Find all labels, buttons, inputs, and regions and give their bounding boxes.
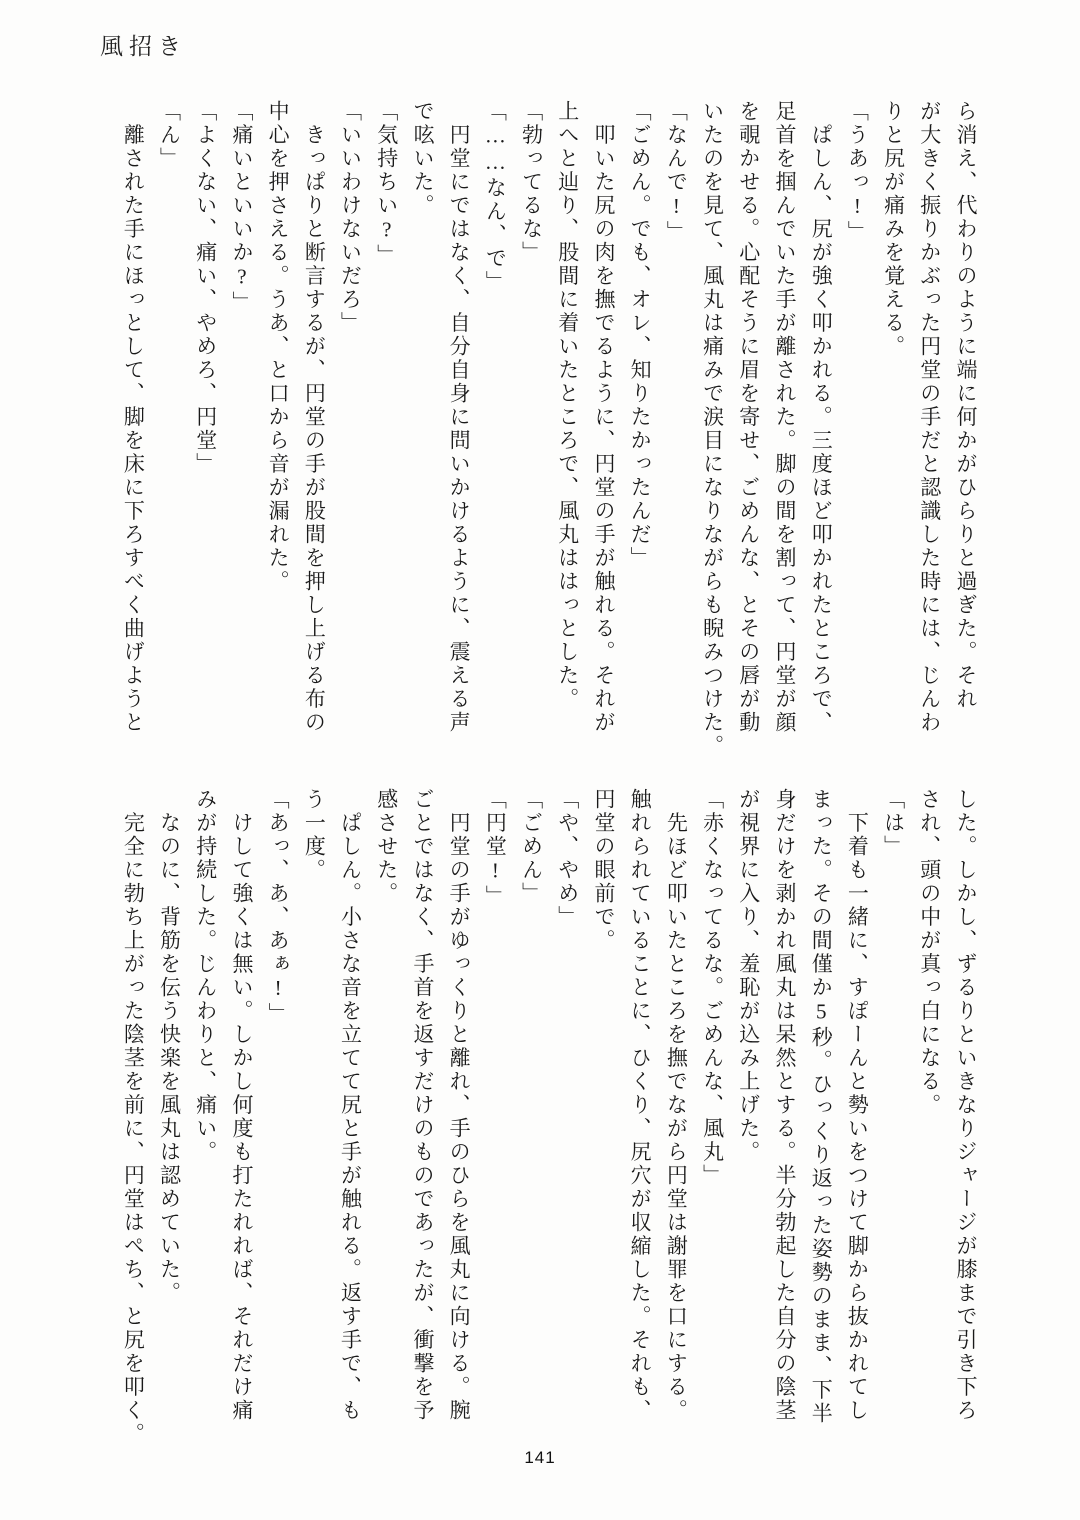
- text-column: ごとではなく、手首を返すだけのものであったが、衝撃を予: [410, 788, 435, 1423]
- text-column: 円堂の手がゆっくりと離れ、手のひらを風丸に向ける。腕: [447, 788, 472, 1423]
- text-column: で呟いた。: [410, 100, 435, 218]
- text-column: 「ごめん」: [519, 788, 544, 906]
- page-number: 141: [524, 1448, 556, 1467]
- text-column: 「赤くなってるな。ごめんな、風丸」: [700, 788, 725, 1188]
- text-column: 「勃ってるな」: [519, 100, 544, 265]
- text-column: けして強くは無い。しかし何度も打たれれば、それだけ痛: [229, 788, 254, 1423]
- text-column: 「あっ、あ、あぁ!」: [266, 788, 291, 1026]
- text-column: 「気持ちい?」: [374, 100, 399, 268]
- text-column: が大きく振りかぶった円堂の手だと認識した時には、じんわ: [917, 100, 942, 735]
- text-column: 身だけを剥かれ風丸は呆然とする。半分勃起した自分の陰茎: [772, 788, 797, 1423]
- text-column: 円堂にではなく、自分自身に問いかけるように、震える声: [447, 100, 472, 735]
- text-column: ぱしん。小さな音を立てて尻と手が触れる。返す手で、も: [338, 788, 363, 1423]
- text-column: した。しかし、ずるりといきなりジャージが膝まで引き下ろ: [954, 788, 978, 1423]
- text-column: 離された手にほっとして、脚を床に下ろすべく曲げようと: [121, 100, 146, 735]
- text-column: いたのを見て、風丸は痛みで涙目になりながらも睨みつけた。: [700, 100, 725, 758]
- running-header-title: 風招き: [100, 34, 187, 59]
- text-column: 感させた。: [374, 788, 399, 906]
- text-column: 円堂の眼前で。: [591, 788, 616, 953]
- text-column: 叩いた尻の肉を撫でるように、円堂の手が触れる。それが: [591, 100, 616, 735]
- text-column: 「うあっ!」: [845, 100, 870, 244]
- text-column: が視界に入り、羞恥が込み上げた。: [736, 788, 761, 1164]
- text-column: 「円堂!」: [483, 788, 508, 909]
- text-column: 中心を押さえる。うあ、と口から音が漏れた。: [266, 100, 291, 594]
- text-column: を覗かせる。心配そうに眉を寄せ、ごめんな、とその唇が動: [736, 100, 761, 735]
- text-column: され、頭の中が真っ白になる。: [917, 788, 942, 1117]
- text-column: 「なんで!」: [664, 100, 689, 244]
- bottom-text-block: [115, 788, 984, 1448]
- text-column: 「ん」: [157, 100, 182, 171]
- text-column: 「や、やめ」: [555, 788, 580, 929]
- text-column: 「ごめん。でも、オレ、知りたかったんだ」: [628, 100, 653, 570]
- text-column: まった。その間僅か5秒。ひっくり返った姿勢のまま、下半: [809, 788, 834, 1426]
- text-column: 上へと辿り、股間に着いたところで、風丸ははっとした。: [555, 100, 580, 711]
- text-column: 下着も一緒に、すぽーんと勢いをつけて脚から抜かれてし: [845, 788, 870, 1423]
- text-column: 「いいわけないだろ」: [338, 100, 363, 335]
- text-column: 完全に勃ち上がった陰茎を前に、円堂はぺち、と尻を叩く。: [121, 788, 146, 1446]
- text-column: なのに、背筋を伝う快楽を風丸は認めていた。: [157, 788, 182, 1305]
- text-column: 「痛いといいか?」: [229, 100, 254, 315]
- text-column: 足首を掴んでいた手が離された。脚の間を割って、円堂が顔: [772, 100, 797, 735]
- top-text-block: [115, 100, 984, 760]
- text-column: 先ほど叩いたところを撫でながら円堂は謝罪を口にする。: [664, 788, 689, 1423]
- text-column: 「……なん、で」: [483, 100, 508, 294]
- text-column: きっぱりと断言するが、円堂の手が股間を押し上げる布の: [302, 100, 327, 735]
- text-column: 「は」: [881, 788, 906, 859]
- text-column: 「よくない、痛い、やめろ、円堂」: [193, 100, 218, 476]
- text-column: ら消え、代わりのように端に何かがひらりと過ぎた。それ: [954, 100, 978, 711]
- text-column: う一度。: [302, 788, 327, 882]
- text-column: りと尻が痛みを覚える。: [881, 100, 906, 359]
- text-column: 触れられていることに、ひくり、尻穴が収縮した。それも、: [628, 788, 653, 1423]
- text-column: みが持続した。じんわりと、痛い。: [193, 788, 218, 1164]
- text-column: ぱしん、尻が強く叩かれる。三度ほど叩かれたところで、: [809, 100, 834, 735]
